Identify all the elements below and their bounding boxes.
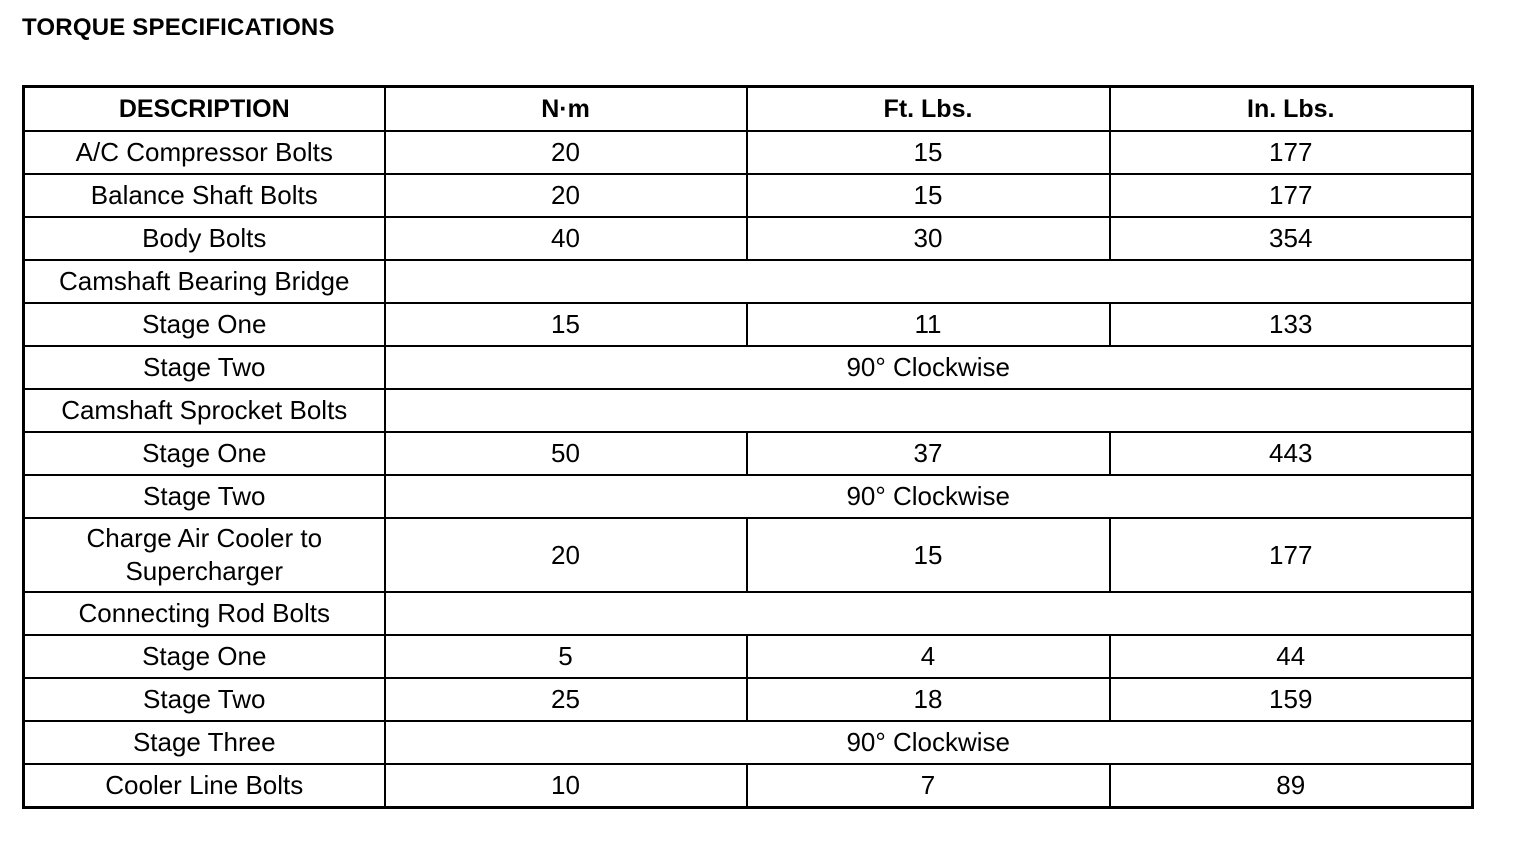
header-row [24, 87, 1473, 132]
cell-in-lbs: 443 [1110, 432, 1473, 475]
cell-description: Stage One [24, 635, 385, 678]
cell-ft-lbs: 18 [747, 678, 1110, 721]
cell-span-value [385, 260, 1473, 303]
cell-description: Balance Shaft Bolts [24, 174, 385, 217]
table-row [24, 592, 1473, 635]
cell-in-lbs: 89 [1110, 764, 1473, 808]
cell-span-value [385, 592, 1473, 635]
table-row [24, 303, 1473, 346]
cell-span-value: 90° Clockwise [385, 346, 1473, 389]
cell-ft-lbs: 4 [747, 635, 1110, 678]
table-row [24, 678, 1473, 721]
header-nm: N·m [385, 87, 747, 132]
header-ft-lbs: Ft. Lbs. [747, 87, 1110, 132]
cell-description: Camshaft Sprocket Bolts [24, 389, 385, 432]
cell-span-value: 90° Clockwise [385, 721, 1473, 764]
table-row [24, 635, 1473, 678]
table-row [24, 217, 1473, 260]
table-row [24, 131, 1473, 174]
cell-description: Cooler Line Bolts [24, 764, 385, 808]
header-description: DESCRIPTION [24, 87, 385, 132]
cell-in-lbs: 177 [1110, 131, 1473, 174]
cell-ft-lbs: 15 [747, 518, 1110, 592]
cell-description: Stage Two [24, 346, 385, 389]
cell-ft-lbs: 7 [747, 764, 1110, 808]
cell-description: Stage Two [24, 475, 385, 518]
cell-in-lbs: 177 [1110, 174, 1473, 217]
cell-span-value [385, 389, 1473, 432]
table-row [24, 432, 1473, 475]
table-row [24, 260, 1473, 303]
cell-nm: 5 [385, 635, 747, 678]
cell-description: Stage Three [24, 721, 385, 764]
cell-in-lbs: 44 [1110, 635, 1473, 678]
cell-in-lbs: 133 [1110, 303, 1473, 346]
cell-description: Stage One [24, 303, 385, 346]
cell-description: Stage One [24, 432, 385, 475]
torque-spec-table [22, 85, 1474, 809]
table-row [24, 518, 1473, 592]
cell-ft-lbs: 30 [747, 217, 1110, 260]
cell-nm: 20 [385, 131, 747, 174]
cell-nm: 25 [385, 678, 747, 721]
cell-in-lbs: 354 [1110, 217, 1473, 260]
cell-ft-lbs: 11 [747, 303, 1110, 346]
table-row [24, 764, 1473, 808]
cell-description: Stage Two [24, 678, 385, 721]
cell-in-lbs: 159 [1110, 678, 1473, 721]
table-row [24, 174, 1473, 217]
cell-description: Charge Air Cooler to Supercharger [24, 518, 385, 592]
page-title: TORQUE SPECIFICATIONS [22, 14, 335, 41]
cell-description: A/C Compressor Bolts [24, 131, 385, 174]
cell-nm: 15 [385, 303, 747, 346]
cell-description: Connecting Rod Bolts [24, 592, 385, 635]
cell-description: Body Bolts [24, 217, 385, 260]
cell-ft-lbs: 37 [747, 432, 1110, 475]
table-row [24, 389, 1473, 432]
table-body [24, 131, 1473, 808]
cell-ft-lbs: 15 [747, 174, 1110, 217]
cell-nm: 20 [385, 174, 747, 217]
cell-nm: 50 [385, 432, 747, 475]
table-row [24, 721, 1473, 764]
cell-in-lbs: 177 [1110, 518, 1473, 592]
cell-span-value: 90° Clockwise [385, 475, 1473, 518]
table-row [24, 475, 1473, 518]
header-in-lbs: In. Lbs. [1110, 87, 1473, 132]
cell-ft-lbs: 15 [747, 131, 1110, 174]
cell-description: Camshaft Bearing Bridge [24, 260, 385, 303]
cell-nm: 10 [385, 764, 747, 808]
table-row [24, 346, 1473, 389]
cell-nm: 20 [385, 518, 747, 592]
cell-nm: 40 [385, 217, 747, 260]
